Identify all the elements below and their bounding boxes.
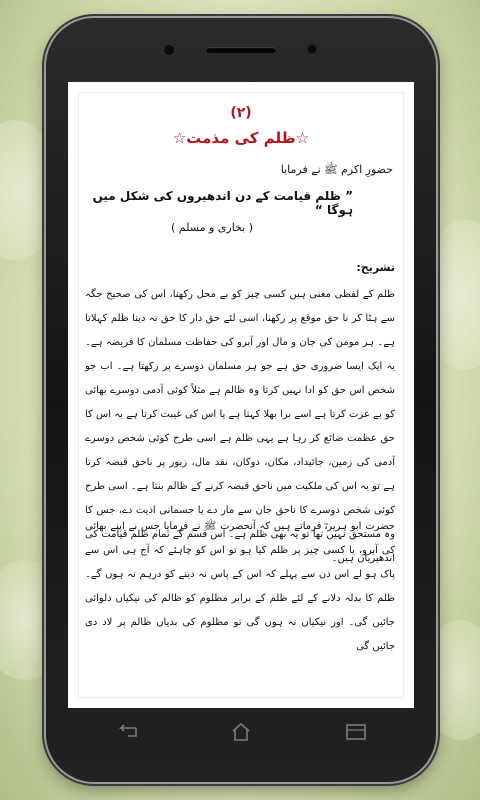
page-content xyxy=(78,92,404,698)
page-number: (۲) xyxy=(230,105,252,121)
home-icon xyxy=(230,722,252,742)
back-button[interactable] xyxy=(96,717,156,747)
hadith-text: ” ظلم قیامت کے دن اندھیروں کی شکل میں ہوگا “ xyxy=(92,189,353,217)
hadith-reference: ( بخاری و مسلم ) xyxy=(171,221,253,234)
explanation-paragraph xyxy=(85,515,395,659)
phone-frame xyxy=(46,18,436,782)
sensor xyxy=(164,45,174,55)
speaker-grille xyxy=(206,47,276,53)
front-camera xyxy=(306,43,318,55)
screen xyxy=(68,82,414,708)
explanation-label: تشریح: xyxy=(356,261,395,274)
recents-button[interactable] xyxy=(326,717,386,747)
back-icon xyxy=(114,724,138,740)
hadith-intro: حضورِ اکرم ﷺ نے فرمایا xyxy=(280,163,393,176)
recents-icon xyxy=(345,723,367,741)
page-title: ☆ظلم کی مذمت☆ xyxy=(172,129,310,147)
paragraph-text: ظلم کے لفظی معنی ہیں کسی چیز کو بے محل رکھنا، اس کی صحیح جگہ سے ہٹا کر نا حق موقع پر رکھنا، اسی لئے حق دار کا حق نہ دینا ظلم کہلاتا ہے۔ ہر مومن کی جان و مال اور آبرو کی حفاظت مسلمان کا فریضہ ہے۔ یہ ایک ایسا ضروری حق ہے جو ہر مسلمان دوسرے پر رکھتا ہے۔ اب جو شخص اس حق کو ادا نہیں کرتا وہ ظالم ہے مثلاً کوئی آدمی دوسرے بھائی کو بے عزت کرتا ہے اسے برا بھلا کہتا ہے یا اس کی غیبت کرتا ہے یہ اس کا حق عظمت ضائع کر رہا ہے یہی ظلم ہے اسی طرح کوئی شخص دوسرے آدمی کی زمین، جائیداد، مکان، دوکان، نقد مال، زیور پر ناحق قبضہ کرتا ہے تو یہ اس کی ملکیت میں ناحق قبضہ کرنے کے ظالم بنتا ہے۔ اسی طرح کوئی شخص دوسرے کا ناحق جان سے مار دے یا جسمانی اذیت دے، جس کا وہ مستحق نہیں تھا تو یہ بھی ظلم ہے۔ اس قسم کے تمام ظلم قیامت کی اندھیریاں ہیں۔ xyxy=(85,289,395,564)
paragraph-text: حضرت ابو ہریرہؓ فرماتے ہیں کہ آنحضرت ﷺ نے فرمایا جس نے اپنے بھائی کی آبرو، یا کسی چیز پر ظلم کیا ہو تو اس کو چاہئے کہ آج ہی اس سے پاک ہو لے اس دن سے پہلے کہ اس کے پاس نہ دینے کو درہم نہ ہوں گے۔ ظلم کا بدلہ دلانے کے لئے ظلم کے برابر مظلوم کو ظالم کی نیکیاں دلوائی جائیں گی۔ اور نیکیاں نہ ہوں گی تو مظلوم کی بدیاں ظالم پر لاد دی جائیں گی xyxy=(85,521,395,652)
home-button[interactable] xyxy=(211,717,271,747)
navigation-bar xyxy=(68,712,414,752)
